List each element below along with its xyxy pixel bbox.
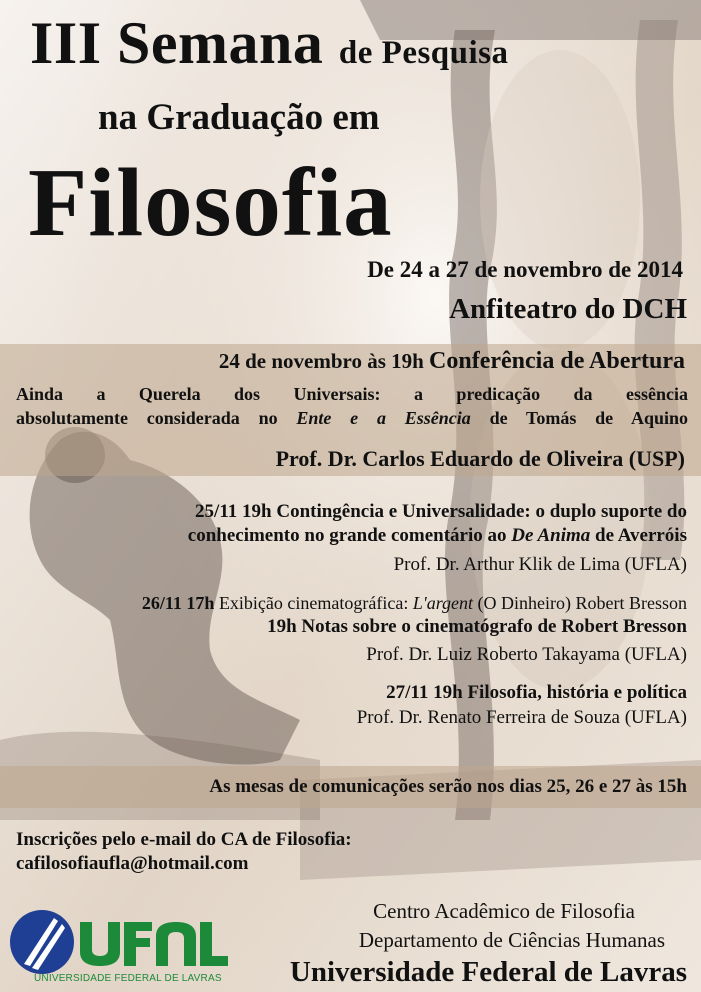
event-title-filosofia: Filosofia [28, 149, 393, 256]
opening-talk-line2-a: absolutamente considerada no [16, 408, 278, 428]
session-2-speaker: Prof. Dr. Luiz Roberto Takayama (UFLA) [366, 644, 687, 665]
opening-heading [219, 347, 685, 375]
session-1-title-line1: 25/11 19h Contingência e Universalidade: o duplo suporte do [195, 501, 687, 522]
session-3-title: 27/11 19h Filosofia, história e política [386, 682, 687, 703]
event-title-line2: na Graduação em [98, 97, 380, 138]
footer-university: Universidade Federal de Lavras [289, 956, 687, 988]
event-location: Anfiteatro do DCH [449, 293, 687, 325]
opening-talk-line2 [16, 406, 688, 430]
registration-email: cafilosofiaufla@hotmail.com [16, 853, 249, 874]
session-1-line2-a: conhecimento no grande comentário ao [187, 525, 507, 546]
footer-ca: Centro Acadêmico de Filosofia [373, 899, 635, 923]
logo-caption: UNIVERSIDADE FEDERAL DE LAVRAS [34, 973, 222, 984]
session-2-date: 26/11 17h [141, 593, 215, 613]
opening-talk-line2-b: de Tomás de Aquino [489, 408, 688, 428]
opening-date-time: 24 de novembro às 19h [218, 349, 424, 373]
session-1-speaker: Prof. Dr. Arthur Klik de Lima (UFLA) [393, 554, 687, 575]
session-2-rest: (O Dinheiro) Robert Bresson [477, 593, 687, 613]
event-title-line1 [30, 10, 509, 86]
opening-talk-line2-italic: Ente e a Essência [296, 408, 471, 428]
session-2-line1 [142, 591, 687, 615]
session-2-line2: 19h Notas sobre o cinematógrafo de Robert Bresson [267, 616, 687, 637]
opening-title: Conferência de Abertura [429, 348, 685, 374]
session-2-film: L'argent [412, 593, 474, 613]
event-title-sub: de Pesquisa [338, 35, 509, 71]
mesas-notice: As mesas de comunicações serão nos dias 25, 26 e 27 às 15h [209, 776, 687, 797]
session-2-desc: Exibição cinematográfica: [218, 593, 409, 613]
registration-label: Inscrições pelo e-mail do CA de Filosofia: [16, 829, 352, 850]
footer-department: Departamento de Ciências Humanas [358, 928, 665, 952]
opening-talk-line1: Ainda a Querela dos Universais: a predicação da essência [16, 384, 688, 404]
opening-speaker: Prof. Dr. Carlos Eduardo de Oliveira (USP) [275, 446, 685, 471]
event-title-main: III Semana [30, 10, 324, 76]
event-dates: De 24 a 27 de novembro de 2014 [367, 257, 683, 282]
session-1-line2-italic: De Anima [511, 525, 591, 546]
session-3-speaker: Prof. Dr. Renato Ferreira de Souza (UFLA) [356, 707, 687, 728]
session-1-title-line2 [188, 524, 687, 548]
session-1-line2-b: de Averróis [595, 525, 687, 546]
